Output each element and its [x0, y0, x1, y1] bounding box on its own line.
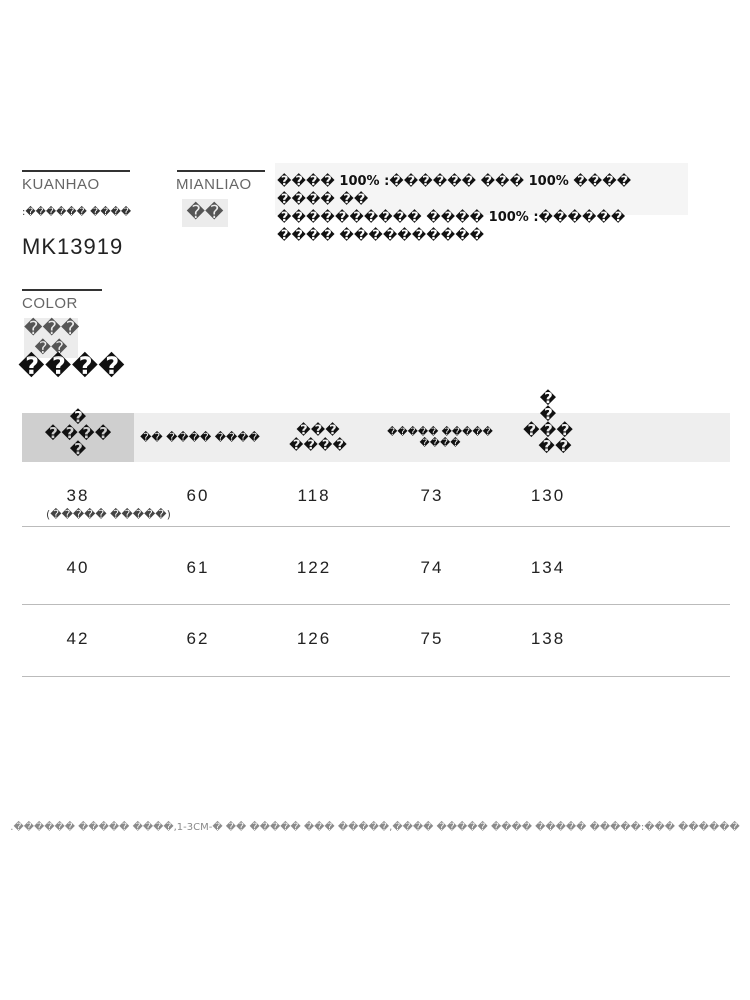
cell-col-5: 138: [530, 629, 566, 648]
material-composition: [275, 163, 688, 243]
cell-col-2: 60: [186, 486, 210, 505]
cell-col-2: 61: [186, 558, 210, 577]
color-label: COLOR: [22, 295, 78, 312]
cell-col-3: 126: [296, 629, 332, 648]
cell-col-3: 118: [297, 486, 331, 505]
header-col-5-top2: �: [539, 405, 557, 423]
kuanhao-label: KUANHAO: [22, 176, 100, 193]
row-divider: [22, 676, 730, 677]
header-col-5-mid: ���: [522, 421, 574, 439]
size-section-title: ����: [18, 352, 125, 380]
header-col-5: [520, 390, 576, 454]
mianliao-rule: [177, 170, 265, 172]
color-rule: [22, 289, 102, 291]
cell-col-5: 134: [530, 558, 566, 577]
header-col-5-bot: ��: [538, 437, 572, 455]
header-col-1-mid: ����: [44, 424, 112, 442]
table-row: [22, 558, 730, 605]
row-divider: [22, 526, 730, 527]
model-size-note: (����� �����): [46, 508, 171, 521]
cell-col-5: 130: [530, 486, 566, 505]
fabric-value: ��: [182, 199, 228, 227]
cell-col-4: 74: [420, 558, 444, 577]
cell-col-3: 122: [296, 558, 332, 577]
cell-size: 40: [66, 558, 90, 577]
color-value-line-2: ��: [34, 338, 68, 357]
kuanhao-note: :������ ����: [22, 207, 132, 218]
material-line-2: ���������� ���� 100% :������ ���� ����������: [277, 210, 626, 243]
cell-size: 38: [66, 486, 90, 505]
header-col-4: ����� ����� ����: [387, 426, 493, 449]
table-row: [22, 486, 730, 527]
header-col-1-bot: �: [69, 440, 87, 458]
cell-col-4: 73: [420, 486, 444, 505]
measurement-footnote: .������ ����� ����,1-3CM-� �� ����� ��� �����,���� ����� ���� ����� �����:��� ������: [10, 822, 740, 833]
row-divider: [22, 604, 730, 605]
header-col-1: [22, 409, 134, 457]
cell-col-2: 62: [186, 629, 210, 648]
table-row: [22, 629, 730, 677]
cell-size: 42: [66, 629, 90, 648]
material-line-1: ���� 100% :������ ��� 100% ���� ���� ��: [277, 174, 632, 207]
cell-col-4: 75: [420, 629, 444, 648]
header-col-5-top: �: [539, 389, 557, 407]
kuanhao-rule: [22, 170, 130, 172]
model-number: MK13919: [22, 234, 124, 259]
header-col-3: ��� ����: [289, 422, 347, 453]
header-col-1-top: �: [69, 408, 87, 426]
mianliao-label: MIANLIAO: [176, 176, 252, 193]
header-col-2: �� ���� ����: [140, 431, 260, 444]
color-value-line-1: ���: [24, 318, 80, 339]
